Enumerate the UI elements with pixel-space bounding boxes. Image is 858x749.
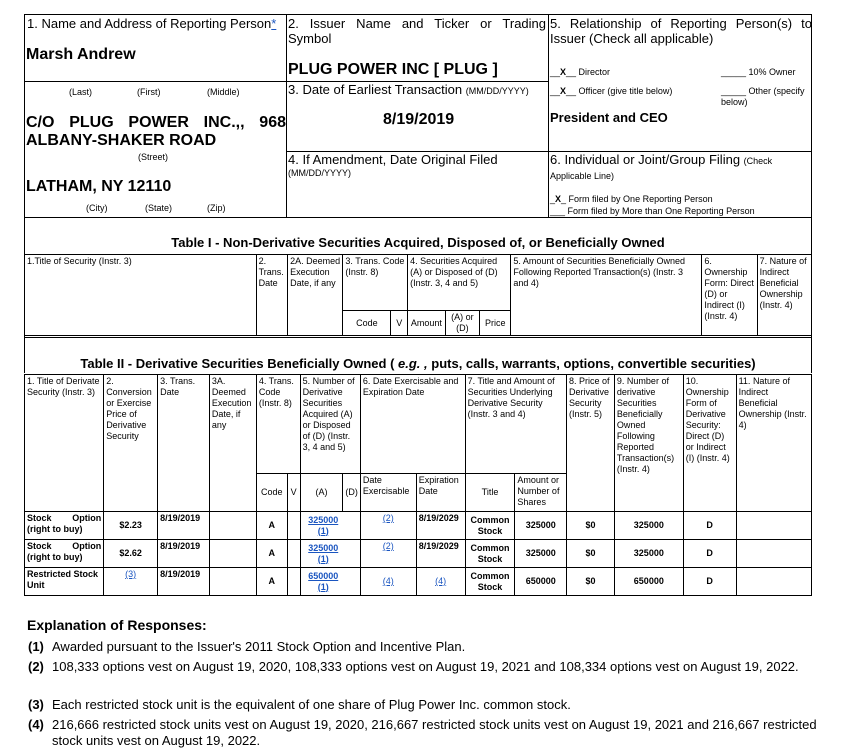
row-nature [736,540,811,568]
box5-label: 5. Relationship of Reporting Person(s) to Issuer (Check all applicable) [550,16,812,46]
t1-sub-amount: Amount [408,311,446,336]
row-deemed [209,512,256,540]
box6-label: 6. Individual or Joint/Group Filing (Check Applicable Line) [550,152,773,181]
t2-sub-title: Title [465,474,515,512]
t2-col-title: 1. Title of Derivate Security (Instr. 3) [25,375,104,512]
row-v [287,512,300,540]
footnote-link[interactable]: (4) [416,568,465,596]
row-acquired-value[interactable]: 650000 [308,570,339,581]
footnote-link[interactable]: (4) [360,568,416,596]
row-derivative-price: $0 [567,540,615,568]
divider [286,15,287,218]
t2-sub-exercisable: Date Exercisable [360,474,416,512]
row-trans-date: 8/19/2019 [158,540,210,568]
t1-sub-code: Code [343,311,391,336]
footnote-number: (1) [28,639,44,654]
row-v [287,540,300,568]
box4-format: (MM/DD/YYYY) [288,168,351,178]
footnote-text: 216,666 restricted stock units vest on August 19, 2020, 216,667 restricted stock units vest on August 19, 2021 and 216,667 restricted stock units vest on August 19, 2022. [52,717,817,748]
footnote-number: (4) [28,717,44,732]
row-v [287,568,300,596]
t2-col-date: 3. Trans. Date [158,375,210,512]
footnote-link[interactable]: (1) [317,525,329,536]
t2-col-number: 5. Number of Derivative Securities Acquired (A) or Disposed of (D) (Instr. 3, 4 and 5) [300,375,360,474]
footnote-number: (3) [28,697,44,712]
row-deemed [209,568,256,596]
t2-sub-a: (A) [300,474,343,512]
footnote-text: Each restricted stock unit is the equivalent of one share of Plug Power Inc. common stock. [52,697,571,712]
box2-label: 2. Issuer Name and Ticker or Trading Symbol [288,16,546,46]
t2-col-nature: 11. Nature of Indirect Beneficial Ownership (Instr. 4) [736,375,811,512]
table2 [24,374,812,596]
row-owned: 650000 [614,568,683,596]
explanation-heading: Explanation of Responses: [27,617,207,633]
row-acquired [300,512,360,540]
divider [548,15,549,218]
row-acquired [300,568,360,596]
table-row [25,540,812,568]
footnote-link[interactable]: * [271,16,277,31]
earliest-transaction-date: 8/19/2019 [383,111,455,128]
t1-col-title: 1.Title of Security (Instr. 3) [25,255,257,336]
table2-title: Table II - Derivative Securities Beneficially Owned ( e.g. , puts, calls, warrants, options, convertible securities) [80,356,756,371]
director-check: __X__ Director [550,67,611,77]
t1-col-amount: 5. Amount of Securities Beneficially Owned Following Reported Transaction(s) (Instr. 3 and 4) [511,255,702,336]
row-form: D [683,512,736,540]
row-deemed [209,540,256,568]
row-underlying-title: Common Stock [465,568,515,596]
last-caption: (Last) [69,87,93,97]
row-acquired [300,540,360,568]
row-conversion-price: $2.62 [104,540,158,568]
row-underlying-title: Common Stock [465,512,515,540]
row-trans-date: 8/19/2019 [158,568,210,596]
box3-label: 3. Date of Earliest Transaction (MM/DD/YYYY) [288,82,529,97]
one-person-filing: _X_ Form filed by One Reporting Person [550,194,713,204]
footnote-link[interactable]: (1) [317,553,329,564]
t1-col-nature: 7. Nature of Indirect Beneficial Ownership (Instr. 4) [757,255,811,336]
row-nature [736,568,811,596]
row-owned: 325000 [614,540,683,568]
first-caption: (First) [137,87,161,97]
footnote-number: (2) [28,659,44,674]
row-expiration: 8/19/2029 [416,512,465,540]
row-trans-date: 8/19/2019 [158,512,210,540]
ten-percent-owner-check: _____ 10% Owner [721,67,796,77]
row-derivative-price: $0 [567,512,615,540]
t1-sub-price: Price [480,311,511,336]
row-acquired-value[interactable]: 325000 [308,514,339,525]
t2-col-form: 10. Ownership Form of Derivative Security: Direct (D) or Indirect (I) (Instr. 4) [683,375,736,512]
group-filing: ___ Form filed by More than One Reporting Person [550,206,755,216]
t2-sub-code: Code [256,474,287,512]
row-code: A [256,540,287,568]
t2-col-deemed: 3A. Deemed Execution Date, if any [209,375,256,512]
other-check: _____ Other (specify below) [721,86,805,107]
t1-col-deemed: 2A. Deemed Execution Date, if any [288,255,343,336]
t1-col-code: 3. Trans. Code (Instr. 8) [343,255,408,311]
row-form: D [683,540,736,568]
row-form: D [683,568,736,596]
middle-caption: (Middle) [207,87,240,97]
row-underlying-shares: 325000 [515,512,567,540]
officer-check: __X__ Officer (give title below) [550,86,673,96]
table-row [25,568,812,596]
t1-col-acquired: 4. Securities Acquired (A) or Disposed of (D) (Instr. 3, 4 and 5) [408,255,511,311]
box1-label: 1. Name and Address of Reporting Person* [27,16,277,31]
city-state-zip: LATHAM, NY 12110 [26,178,172,195]
row-underlying-shares: 325000 [515,540,567,568]
t2-sub-expiration: Expiration Date [416,474,465,512]
footnote-link[interactable]: (1) [317,581,329,592]
row-acquired-value[interactable]: 325000 [308,542,339,553]
footnote-link[interactable]: (3) [104,568,158,596]
t2-col-conversion: 2. Conversion or Exercise Price of Derivative Security [104,375,158,512]
row-owned: 325000 [614,512,683,540]
table1 [24,254,812,336]
street-caption: (Street) [138,152,169,162]
form-header [24,14,812,218]
footnote-text: Awarded pursuant to the Issuer's 2011 Stock Option and Incentive Plan. [52,639,466,654]
t2-col-owned: 9. Number of derivative Securities Beneficially Owned Following Reported Transaction(s) (Instr. 4) [614,375,683,512]
state-caption: (State) [145,203,173,213]
footnote-text: 108,333 options vest on August 19, 2020, 108,333 options vest on August 19, 2021 and 108,334 options vest on August 19, 2022. [52,659,799,674]
t1-sub-v: V [391,311,408,336]
footnote-link[interactable]: (2) [360,540,416,568]
t2-col-code: 4. Trans. Code (Instr. 8) [256,375,300,474]
officer-title: President and CEO [550,110,668,125]
t2-col-underlying: 7. Title and Amount of Securities Underlying Derivative Security (Instr. 3 and 4) [465,375,566,474]
table1-title: Table I - Non-Derivative Securities Acquired, Disposed of, or Beneficially Owned [171,235,665,250]
row-code: A [256,568,287,596]
row-derivative-price: $0 [567,568,615,596]
table-row [25,512,812,540]
t1-sub-aord: (A) or (D) [445,311,479,336]
t2-col-exercisable: 6. Date Exercisable and Expiration Date [360,375,465,474]
t1-col-date: 2. Trans. Date [256,255,287,336]
reporting-person-name: Marsh Andrew [26,46,136,63]
row-conversion-price: $2.23 [104,512,158,540]
zip-caption: (Zip) [207,203,226,213]
row-security: Stock Option (right to buy) [25,512,104,540]
t2-sub-v: V [287,474,300,512]
issuer-name: PLUG POWER INC [ PLUG ] [288,61,498,78]
row-nature [736,512,811,540]
row-security: Restricted Stock Unit [25,568,104,596]
row-underlying-title: Common Stock [465,540,515,568]
t2-sub-amount: Amount or Number of Shares [515,474,567,512]
row-code: A [256,512,287,540]
row-security: Stock Option (right to buy) [25,540,104,568]
street-address: C/O PLUG POWER INC.,, 968 ALBANY-SHAKER ROAD [26,114,286,149]
t2-col-price: 8. Price of Derivative Security (Instr. 5) [567,375,615,512]
city-caption: (City) [86,203,108,213]
row-underlying-shares: 650000 [515,568,567,596]
row-expiration: 8/19/2029 [416,540,465,568]
footnote-link[interactable]: (2) [360,512,416,540]
box4-label: 4. If Amendment, Date Original Filed [288,152,498,167]
t1-col-form: 6. Ownership Form: Direct (D) or Indirect (I) (Instr. 4) [702,255,757,336]
t2-sub-d: (D) [343,474,361,512]
